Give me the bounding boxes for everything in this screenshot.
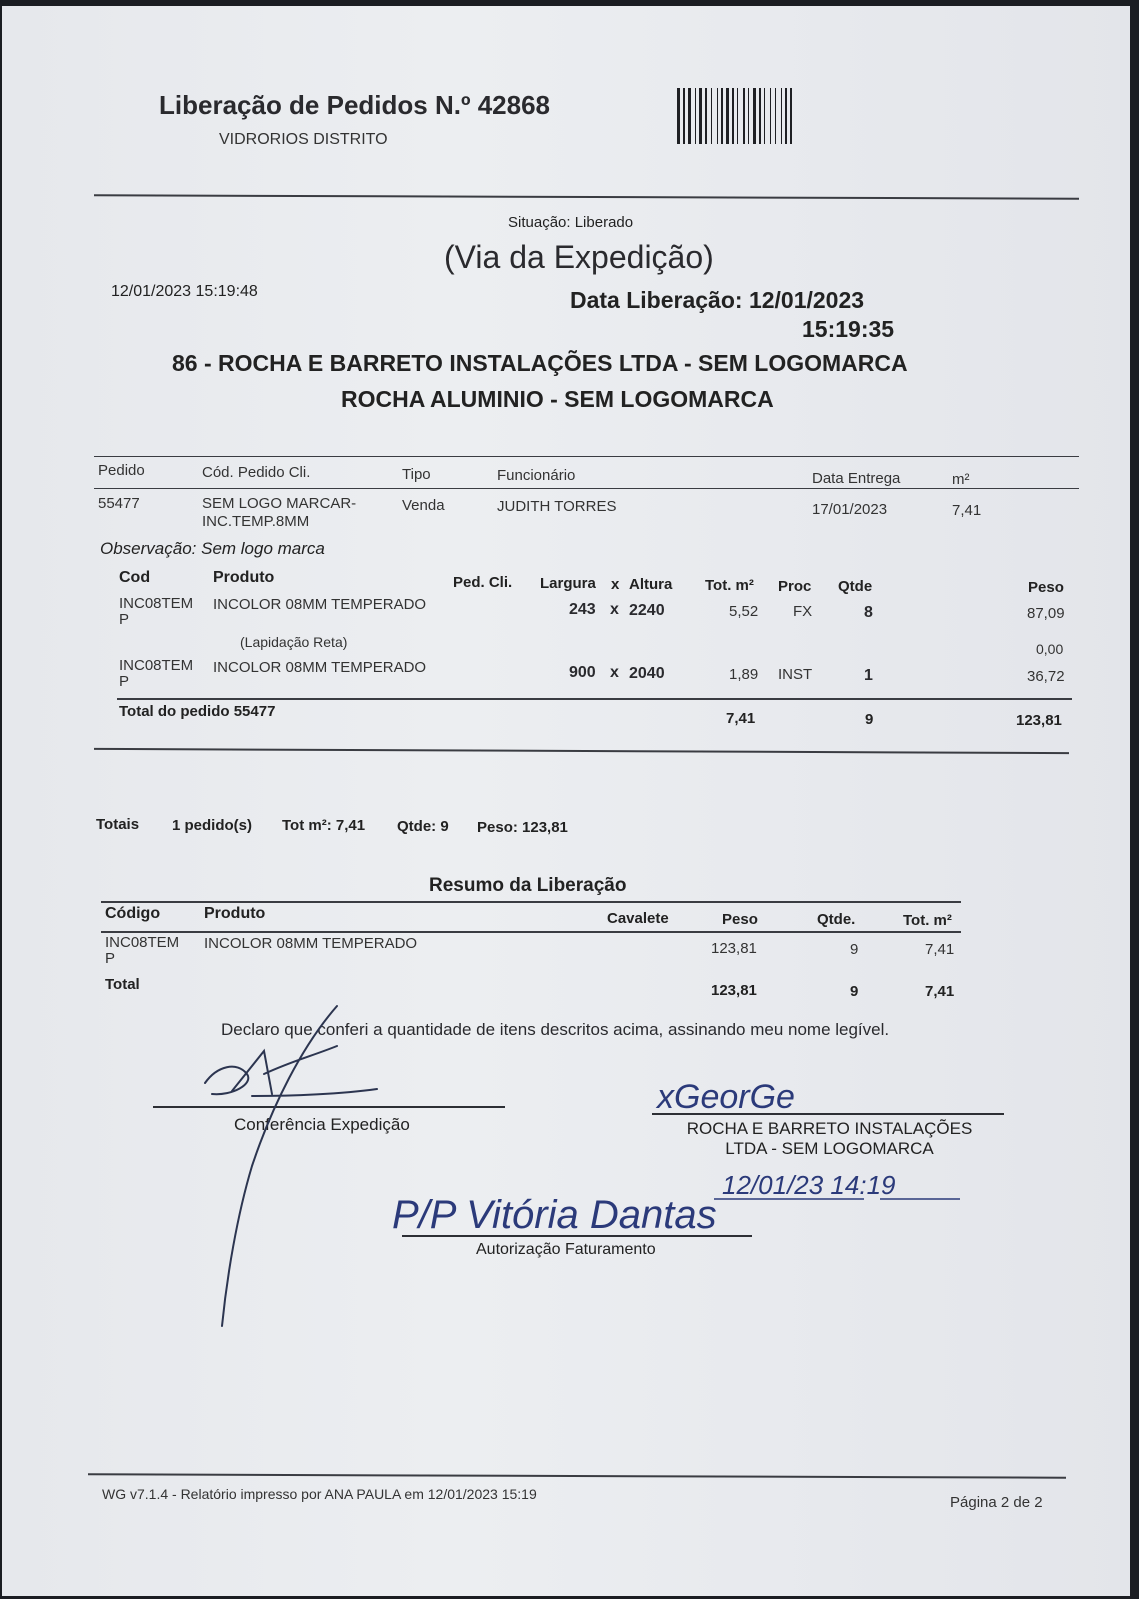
item-peso: 87,09 [1027, 605, 1065, 622]
item-height: 2240 [629, 602, 665, 619]
col-pedido: Pedido [98, 462, 145, 479]
totals-label: Totais [96, 816, 140, 833]
summary-col-cavalete: Cavalete [607, 910, 669, 927]
release-date: Data Liberação: 12/01/2023 [570, 287, 865, 313]
totals-orders: 1 pedido(s) [172, 817, 253, 834]
observation: Observação: Sem logo marca [100, 539, 325, 558]
auth-signature-handwriting: P/P Vitória Dantas [392, 1193, 717, 1237]
order-type: Venda [402, 497, 445, 514]
col-largura: Largura [540, 575, 596, 592]
page-number: Página 2 de 2 [950, 1494, 1043, 1511]
summary-col-qtde: Qtde. [817, 911, 856, 928]
item-width: 900 [569, 664, 596, 681]
summary-col-tot-m2: Tot. m² [903, 912, 952, 929]
item-code: INC08TEM [119, 657, 194, 674]
summary-tot-m2: 7,41 [925, 941, 955, 958]
order-number: 55477 [98, 495, 140, 512]
summary-col-peso: Peso [722, 911, 758, 928]
col-data-entrega: Data Entrega [812, 470, 901, 487]
col-qtde: Qtde [838, 578, 873, 595]
delivery-date: 17/01/2023 [812, 501, 888, 518]
order-m2: 7,41 [952, 502, 982, 519]
handwriting-layer [2, 6, 1130, 1596]
col-x: x [611, 576, 620, 593]
conference-signature-scribble [205, 1006, 377, 1326]
col-proc: Proc [778, 578, 812, 595]
item-tot-m2: 5,52 [729, 603, 759, 620]
col-tipo: Tipo [402, 466, 431, 483]
auth-label: Autorização Faturamento [476, 1241, 656, 1258]
item-x: x [610, 664, 619, 681]
col-cod: Cod [119, 569, 151, 586]
order-total-label: Total do pedido 55477 [119, 703, 276, 720]
client-signature-handwriting: xGeorGe [657, 1078, 795, 1116]
totals-qtde: Qtde: 9 [397, 818, 449, 835]
conference-label: Conferência Expedição [234, 1115, 410, 1134]
item-code-cont: P [119, 611, 130, 628]
item-width: 243 [569, 601, 596, 618]
item-product: INCOLOR 08MM TEMPERADO [213, 659, 427, 676]
col-produto: Produto [213, 569, 275, 586]
item-x: x [610, 601, 619, 618]
order-total-peso: 123,81 [1016, 712, 1062, 729]
item-qtde: 8 [864, 604, 873, 621]
order-total-qtde: 9 [865, 711, 874, 728]
client-label-2: LTDA - SEM LOGOMARCA [725, 1139, 934, 1158]
item-proc: FX [793, 603, 813, 620]
document-page [2, 6, 1130, 1596]
col-m2: m² [952, 471, 970, 488]
summary-product: INCOLOR 08MM TEMPERADO [204, 935, 418, 952]
employee: JUDITH TORRES [497, 498, 617, 515]
release-time: 15:19:35 [802, 316, 895, 342]
item-proc: INST [778, 666, 813, 683]
col-tot-m2: Tot. m² [705, 577, 754, 594]
declaration-text: Declaro que conferi a quantidade de itens descritos acima, assinando meu nome legível. [221, 1020, 890, 1039]
client-name: 86 - ROCHA E BARRETO INSTALAÇÕES LTDA - SEM LOGOMARCA [172, 350, 908, 376]
document-title: Liberação de Pedidos N.º 42868 [159, 90, 550, 120]
summary-col-produto: Produto [204, 905, 266, 922]
totals-peso: Peso: 123,81 [477, 819, 568, 836]
col-funcionario: Funcionário [497, 467, 576, 484]
summary-total-qtde: 9 [850, 983, 859, 1000]
client-order-code: SEM LOGO MARCAR- [202, 495, 357, 512]
item-note: (Lapidação Reta) [240, 634, 348, 650]
item-peso: 36,72 [1027, 668, 1065, 685]
summary-code-cont: P [105, 950, 116, 967]
summary-title: Resumo da Liberação [429, 875, 627, 896]
col-altura: Altura [629, 576, 673, 593]
summary-col-codigo: Código [105, 905, 161, 922]
item-note-peso: 0,00 [1036, 641, 1064, 657]
summary-total-m2: 7,41 [925, 983, 955, 1000]
item-height: 2040 [629, 665, 665, 682]
item-product: INCOLOR 08MM TEMPERADO [213, 596, 427, 613]
item-code: INC08TEM [119, 595, 194, 612]
date-handwriting: 12/01/23 14:19 [722, 1170, 896, 1200]
summary-qtde: 9 [850, 941, 859, 958]
summary-total-label: Total [105, 976, 140, 993]
client-order-code-cont: INC.TEMP.8MM [202, 513, 310, 530]
client-label-1: ROCHA E BARRETO INSTALAÇÕES [686, 1119, 973, 1138]
summary-peso: 123,81 [711, 940, 757, 957]
item-code-cont: P [119, 673, 130, 690]
issuer-company: VIDRORIOS DISTRITO [219, 131, 388, 148]
order-total-m2: 7,41 [726, 710, 756, 727]
copy-type: (Via da Expedição) [444, 239, 714, 275]
summary-total-peso: 123,81 [711, 982, 757, 999]
col-peso: Peso [1028, 579, 1064, 596]
col-cod-pedido-cli: Cód. Pedido Cli. [202, 464, 311, 481]
client-subname: ROCHA ALUMINIO - SEM LOGOMARCA [341, 386, 774, 412]
print-timestamp: 12/01/2023 15:19:48 [111, 283, 258, 300]
item-qtde: 1 [864, 667, 873, 684]
item-tot-m2: 1,89 [729, 666, 759, 683]
summary-code: INC08TEM [105, 934, 180, 951]
totals-m2: Tot m²: 7,41 [282, 817, 366, 834]
col-ped-cli: Ped. Cli. [453, 574, 513, 591]
footer-printed-by: WG v7.1.4 - Relatório impresso por ANA PAULA em 12/01/2023 15:19 [102, 1486, 537, 1502]
status-text: Situação: Liberado [508, 214, 634, 231]
